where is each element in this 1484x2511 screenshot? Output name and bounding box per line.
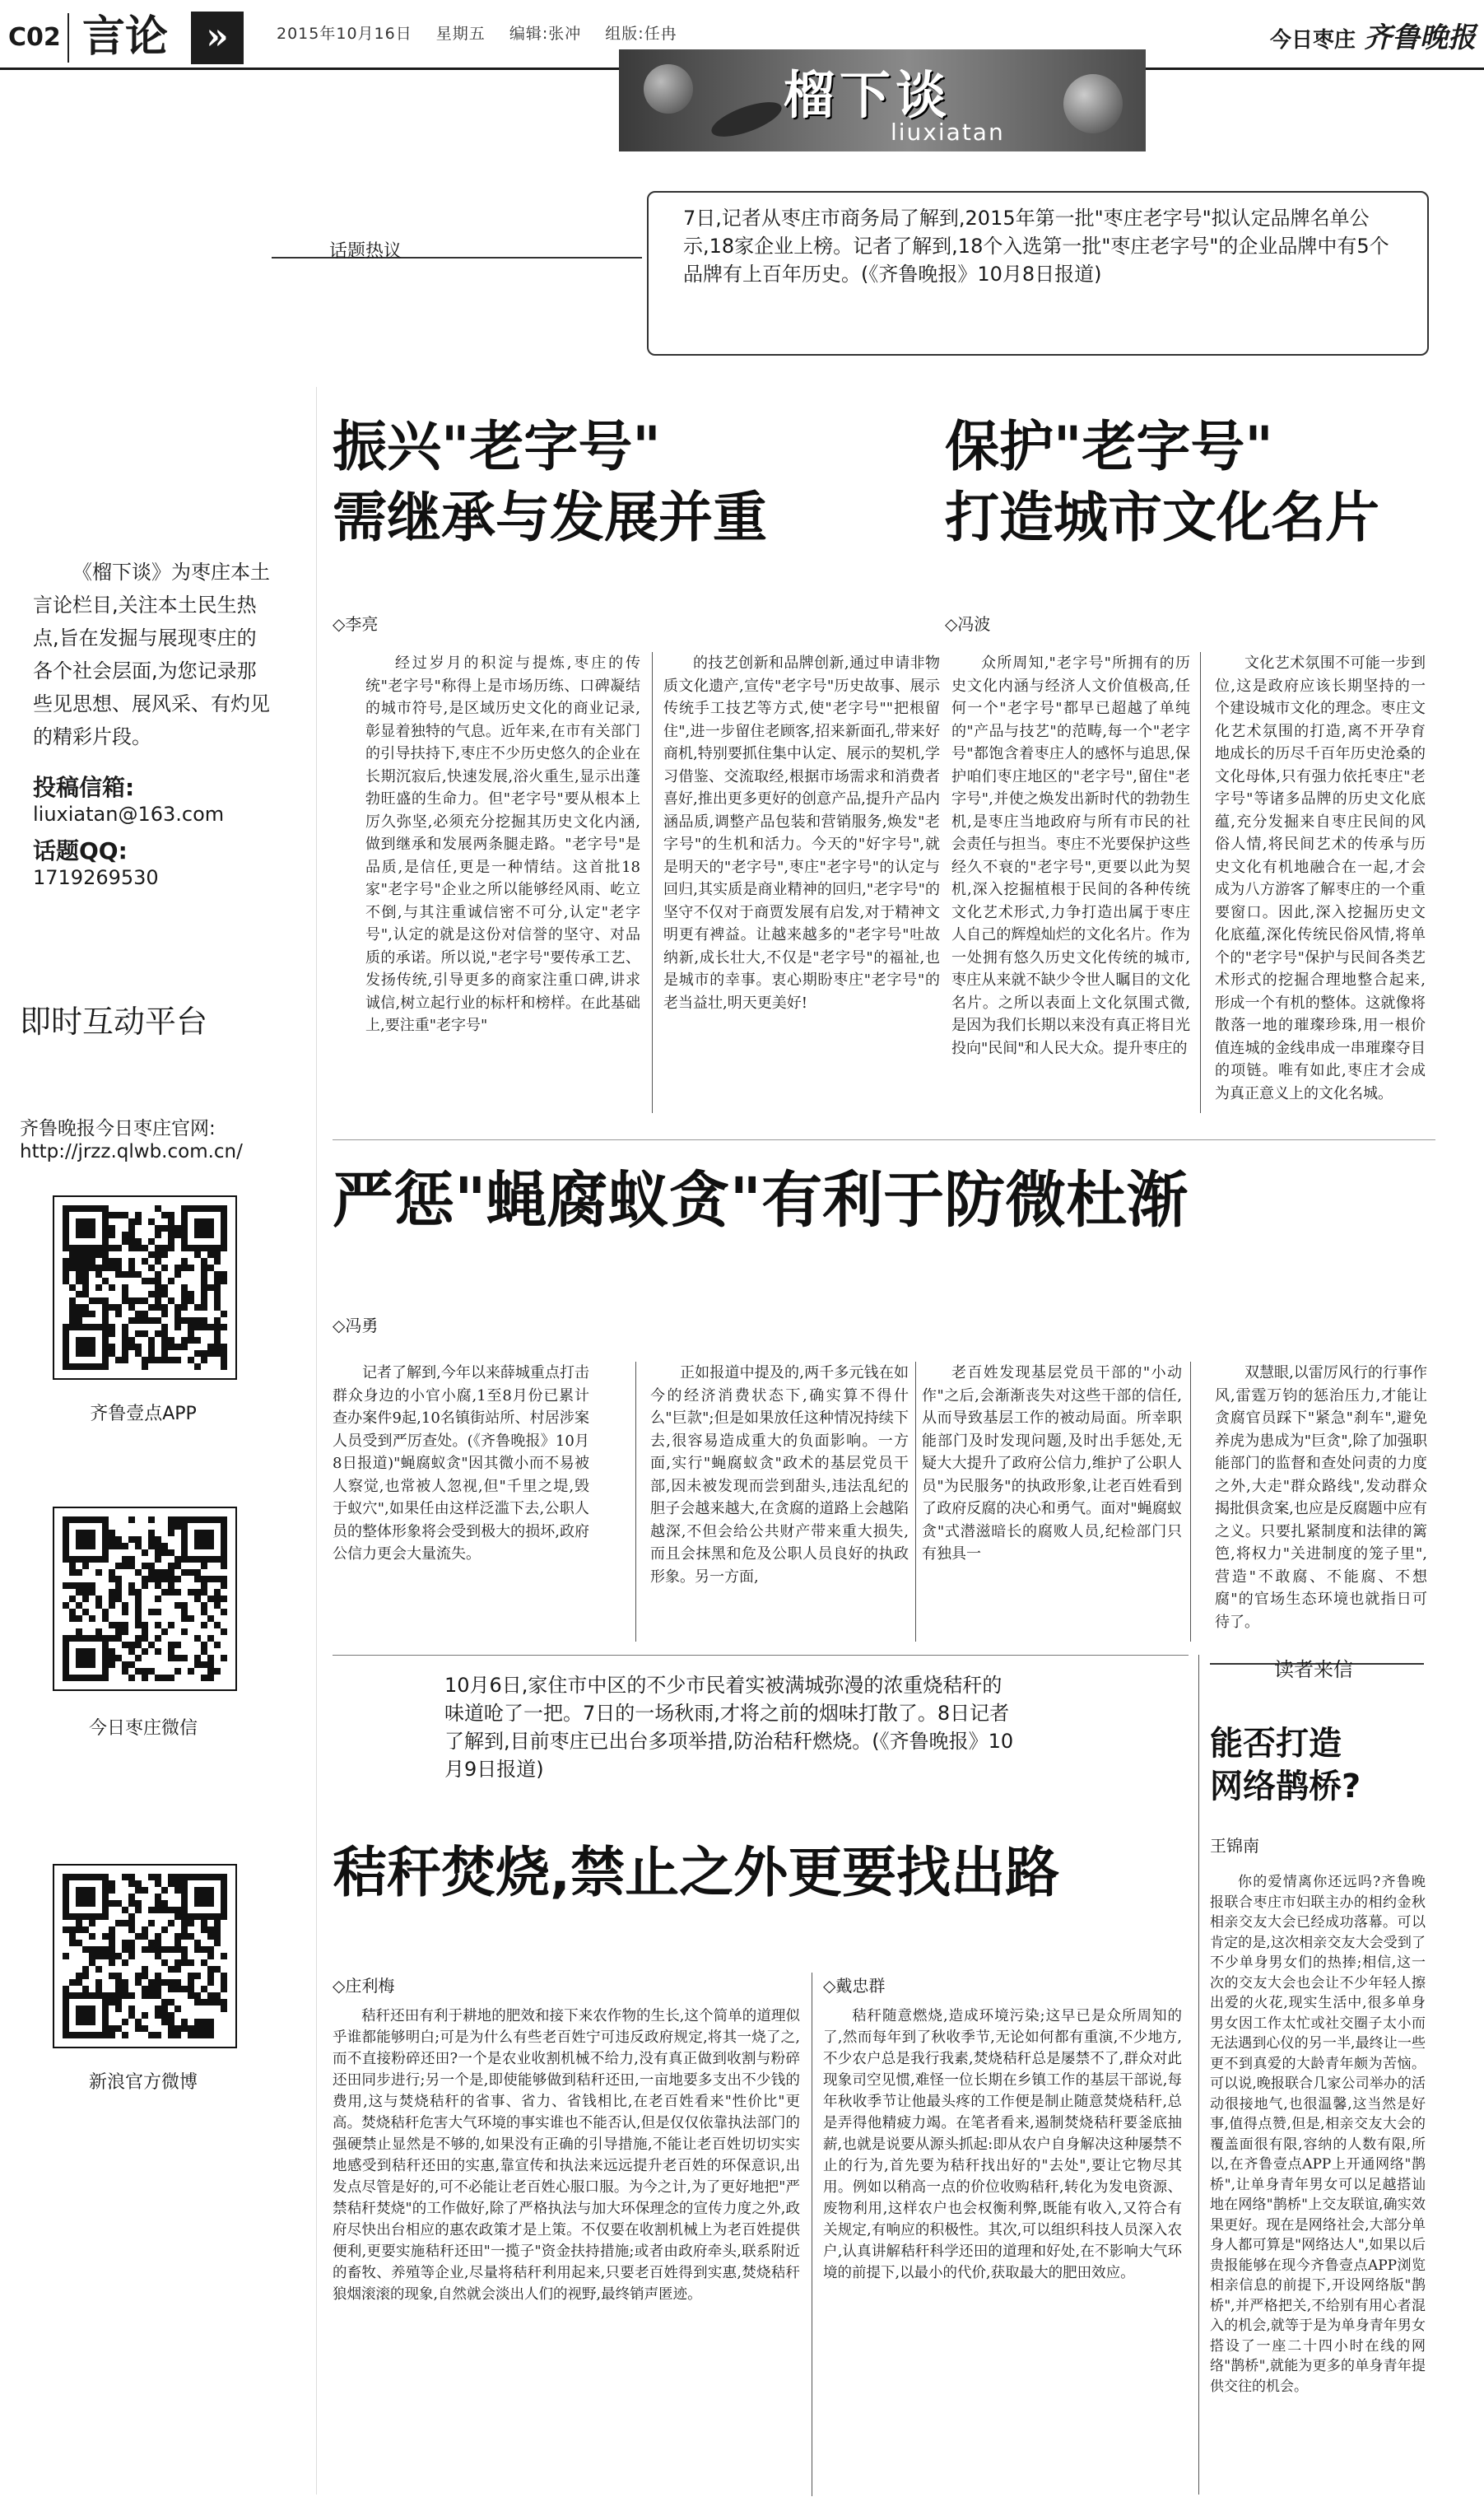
qr-code-wechat[interactable]	[53, 1507, 237, 1691]
column-rule	[635, 1362, 636, 1642]
topic-tag: 话题热议	[329, 241, 402, 262]
pomegranate-icon	[1063, 74, 1123, 133]
letter-divider	[1198, 1655, 1199, 2495]
article3-col2: 正如报道中提及的,两千多元钱在如今的经济消费状态下,确实算不得什么"巨款";但是如果放任这种情况持续下去,很容易造成重大的负面影响。一方面,实行"蝇腐蚁贪"政术的基层党员干部,因未被发现而尝到甜头,违法乱纪的胆子会越来越大,在贪腐的道路上会越陷越深,不但会给公共财产带来重大损失,而且会抹黑和危及公职人员良好的执政形象。另一方面,	[650, 1364, 909, 1586]
article4-headline: 秸秆焚烧,禁止之外更要找出路	[333, 1841, 1060, 1904]
issue-date: 2015年10月16日	[277, 25, 412, 43]
topic2-rule	[333, 1655, 1189, 1656]
article1-title-line2: 需继承与发展并重	[333, 486, 767, 549]
email-label: 投稿信箱:	[33, 774, 135, 801]
article2-title-line2: 打造城市文化名片	[945, 486, 1379, 549]
column-rule	[1200, 652, 1201, 1113]
banner-title: 榴下谈	[784, 65, 952, 125]
article2-title-line1: 保护"老字号"	[945, 415, 1273, 478]
qr-caption-weibo: 新浪官方微博	[88, 2072, 198, 2093]
letter-title-line1: 能否打造	[1210, 1725, 1342, 1763]
article2-col1: 众所周知,"老字号"所拥有的历史文化内涵与经济人文价值极高,任何一个"老字号"都早已超越了单纯的"产品与技艺"的范畴,每一个"老字号"都饱含着枣庄人的感怀与追思,保护咱们枣庄地区的"老字号",留住"老字号",并使之焕发出新时代的勃勃生机,是枣庄当地政府与所有市民的社会责任与担当。枣庄不光要保护这些经久不衰的"老字号",更要以此为契机,深入挖掘植根于民间的各种传统文化艺术形式,力争打造出属于枣庄人自己的辉煌灿烂的文化名片。作为一处拥有悠久历史文化传统的城市,枣庄从来就不缺少令世人瞩目的文化名片。之所以表面上文化氛围式微,是因为我们长期以来没有真正将目光投向"民间"和人民大众。提升枣庄的	[951, 655, 1190, 1057]
qr-code-icon	[54, 1508, 235, 1689]
chevron-right-icon: »	[191, 12, 244, 64]
article1-title-line1: 振兴"老字号"	[333, 415, 661, 478]
newspaper-brand: 齐鲁晚报	[1364, 21, 1476, 54]
site-url-link[interactable]: http://jrzz.qlwb.com.cn/	[20, 1141, 243, 1162]
article4-col2-byline: ◇戴忠群	[823, 1976, 886, 1996]
editor-credit: 编辑:张冲	[509, 25, 582, 43]
qr-code-icon	[54, 1197, 235, 1378]
letter-title-line2: 网络鹊桥?	[1210, 1768, 1361, 1805]
letter-tag: 读者来信	[1274, 1658, 1353, 1681]
edition-name: 今日枣庄	[1269, 28, 1356, 53]
article2-col2: 文化艺术氛围不可能一步到位,这是政府应该长期坚持的一个建设城市文化的理念。枣庄文化艺术氛围的打造,离不开孕育地成长的历尽千百年历史沧桑的文化母体,只有强力依托枣庄"老字号"等诸多品牌的历史文化底蕴,充分发掘来自枣庄民间的风俗人情,将民间艺术的传承与历史文化有机地融合在一起,才会成为八方游客了解枣庄的一个重要窗口。因此,深入挖掘历史文化底蕴,深化传统民俗风情,将单个的"老字号"保护与民间各类艺术形式的挖掘合理地整合起来,形成一个有机的整体。这就像将散落一地的璀璨珍珠,用一根价值连城的金线串成一串璀璨夺目的项链。唯有如此,枣庄才会成为真正意义上的文化名城。	[1215, 655, 1426, 1102]
column-banner	[619, 49, 1146, 151]
leaf-icon	[708, 96, 786, 144]
email-link[interactable]: liuxiatan@163.com	[33, 803, 225, 826]
article1-col1: 经过岁月的积淀与提炼,枣庄的传统"老字号"称得上是市场历练、口碑凝结的城市符号,是区域历史文化的商业记录,彰显着独特的气息。近年来,在市有关部门的引导扶持下,枣庄不少历史悠久的企业在长期沉寂后,快速发展,浴火重生,显示出蓬勃旺盛的生命力。但"老字号"要从根本上厉久弥坚,必须充分挖掘其历史文化内涵,做到继承和发展两条腿走路。"老字号"是品质,是信任,更是一种情结。这首批18家"老字号"企业之所以能够经风雨、屹立不倒,与其注重诚信密不可分,认定"老字号",认定的就是这份对信誉的坚守、对品质的承诺。所以说,"老字号"要传承工艺、发扬传统,引导更多的商家注重口碑,讲求诚信,树立起行业的标杆和榜样。在此基础上,要注重"老字号"	[365, 655, 640, 1034]
topic-connector	[272, 257, 642, 259]
column-rule	[915, 1362, 916, 1642]
qr-code-app[interactable]	[53, 1195, 237, 1380]
qr-code-weibo[interactable]	[53, 1864, 237, 2048]
article1-headline	[333, 412, 767, 553]
site-label: 齐鲁晚报今日枣庄官网:	[20, 1118, 216, 1139]
article3-byline: ◇冯勇	[333, 1316, 379, 1335]
pomegranate-icon	[644, 64, 693, 114]
letter-headline	[1210, 1722, 1361, 1808]
header-info	[277, 21, 695, 44]
article3-col1: 记者了解到,今年以来薛城重点打击群众身边的小官小腐,1至8月份已累计查办案件9起,10名镇街站所、村居涉案人员受到严厉查处。(《齐鲁晚报》10月8日报道)"蝇腐蚁贪"因其微小而不易被人察觉,也常被人忽视,但"千里之堤,毁于蚁穴",如果任由这样泛滥下去,公职人员的整体形象将会受到极大的损坏,政府公信力更会大量流失。	[333, 1364, 589, 1563]
qr-caption-app: 齐鲁壹点APP	[90, 1404, 197, 1424]
masthead	[1270, 15, 1476, 55]
layout-credit: 组版:任冉	[605, 25, 677, 43]
topic-text: 7日,记者从枣庄市商务局了解到,2015年第一批"枣庄老字号"拟认定品牌名单公示,18家企业上榜。记者了解到,18个入选第一批"枣庄老字号"的企业品牌中有5个品牌有上百年历史。(《齐鲁晚报》10月8日报道)	[683, 207, 1389, 286]
qq-label: 话题QQ:	[33, 837, 128, 864]
article4-col1: 秸秆还田有利于耕地的肥效和接下来农作物的生长,这个简单的道理似乎谁都能够明白;可是为什么有些老百姓宁可违反政府规定,将其一烧了之,而不直接粉碎还田?一个是农业收割机械不给力,没有真正做到收割与粉碎还田同步进行;另一个是,即使能够做到秸秆还田,一亩地要多支出不少钱的费用,这与焚烧秸秆的省事、省力、省钱相比,在老百姓看来"性价比"更高。焚烧秸秆危害大气环境的事实谁也不能否认,但是仅仅依靠执法部门的强硬禁止显然是不够的,如果没有正确的引导措施,不能让老百姓切切实实地感受到秸秆还田的实惠,靠宣传和执法来远远提升老百姓的环保意识,出发点尽管是好的,可不必能让老百姓心服口服。为今之计,为了更好地把"严禁秸秆焚烧"的工作做好,除了严格执法与加大环保理念的宣传力度之外,政府尽快出台相应的惠农政策才是上策。不仅要在收割机械上为老百姓提供便利,更要实施秸秆还田"一揽子"资金扶持措施;或者由政府牵头,联系附近的畜牧、养殖等企业,尽量将秸秆利用起来,只要老百姓得到实惠,焚烧秸秆狼烟滚滚的现象,自然就会淡出人们的视野,最终销声匿迹。	[333, 2008, 800, 2303]
article2-byline: ◇冯波	[945, 614, 991, 634]
section-divider	[333, 1139, 1435, 1140]
letter-body: 你的爱情离你还远吗?齐鲁晚报联合枣庄市妇联主办的相约金秋相亲交友大会已经成功落幕。可以肯定的是,这次相亲交友大会受到了不少单身男女们的热捧;相信,这一次的交友大会也会让不少年轻人擦出爱的火花,现实生活中,很多单身男女因工作太忙或社交圈子太小而无法遇到心仪的另一半,最终让一些更不到真爱的大龄青年颇为苦恼。可以说,晚报联合几家公司举办的活动很接地气,也很温馨,这当然是好事,值得点赞,但是,相亲交友大会的覆盖面很有限,容纳的人数有限,所以,在齐鲁壹点APP上开通网络"鹊桥",让单身青年男女可以足越搭讪地在网络"鹊桥"上交友联谊,确实效果更好。现在是网络社会,大部分单身人都可算是"网络达人",如果以后贵报能够在现今齐鲁壹点APP浏览相亲信息的前提下,开设网络版"鹊桥",并严格把关,不给别有用心者混入的机会,就等于是为单身青年男女搭设了一座二十四小时在线的网络"鹊桥",就能为更多的单身青年提供交往的机会。	[1210, 1874, 1426, 2395]
column-intro: 《榴下谈》为枣庄本土言论栏目,关注本土民生热点,旨在发掘与展现枣庄的各个社会层面,为您记录那些见思想、展风采、有灼见的精彩片段。	[33, 561, 270, 748]
qr-code-icon	[54, 1866, 235, 2047]
article2-headline	[945, 412, 1379, 553]
article1-byline: ◇李亮	[333, 614, 379, 634]
article3-headline: 严惩"蝇腐蚁贪"有利于防微杜渐	[333, 1165, 1189, 1236]
column-rule	[1190, 1362, 1191, 1642]
platform-title: 即时互动平台	[20, 1004, 208, 1040]
article4-byline: ◇庄利梅	[333, 1976, 395, 1996]
page-number: C02	[8, 23, 61, 52]
section-title: 言论	[82, 12, 169, 62]
article3-col4: 双慧眼,以雷厉风行的行事作风,雷霆万钧的惩治压力,才能让贪腐官员踩下"紧急"刹车",避免养虎为患成为"巨贪",除了加强职能部门的监督和查处问责的力度之外,大走"群众路线",发动群众揭批俱贪案,也应是反腐题中应有之义。只要扎紧制度和法律的篱笆,将权力"关进制度的笼子里",营造"不敢腐、不能腐、不想腐"的官场生态环境也就指日可待了。	[1215, 1364, 1427, 1631]
header-divider	[67, 13, 69, 63]
article1-col2: 的技艺创新和品牌创新,通过申请非物质文化遗产,宣传"老字号"历史故事、展示传统手工技艺等方式,使"老字号""把根留住",进一步留住老顾客,招来新面孔,带来好商机,特别要抓住集中认定、展示的契机,学习借鉴、交流取经,根据市场需求和消费者喜好,推出更多更好的创意产品,提升产品内涵品质,调整产品包装和营销服务,焕发"老字号"的生机和活力。今天的"好字号",就是明天的"老字号",枣庄"老字号"的认定与回归,其实质是商业精神的回归,"老字号"的坚守不仅对于商贾发展有启发,对于精神文明更有裨益。让越来越多的"老字号"吐故纳新,成长壮大,不仅是"老字号"的福祉,也是城市的幸事。衷心期盼枣庄"老字号"的老当益壮,明天更美好!	[663, 655, 940, 1012]
article3-col3: 老百姓发现基层党员干部的"小动作"之后,会渐渐丧失对这些干部的信任,从而导致基层工作的被动局面。所幸职能部门及时发现问题,及时出手惩处,无疑大大提升了政府公信力,维护了公职人员"为民服务"的执政形象,让老百姓看到了政府反腐的决心和勇气。面对"蝇腐蚁贪"式潜滋暗长的腐败人员,纪检部门只有独具一	[922, 1364, 1182, 1563]
issue-weekday: 星期五	[435, 25, 486, 43]
qq-number: 1719269530	[33, 866, 159, 889]
article4-col2: 秸秆随意燃烧,造成环境污染;这早已是众所周知的了,然而每年到了秋收季节,无论如何都有重演,不少地方,不少农户总是我行我素,焚烧秸秆总是屡禁不了,群众对此现象司空见惯,难怪一位长期在乡镇工作的基层干部说,每年秋收季节让他最头疼的工作便是制止随意焚烧秸秆,总是弄得他精疲力竭。在笔者看来,遏制焚烧秸秆要釜底抽薪,也就是说要从源头抓起:即从农户自身解决这种屡禁不止的行为,首先要为秸秆找出好的"去处",要让它物尽其用。例如以稍高一点的价位收购秸秆,转化为发电资源、废物利用,这样农户也会权衡利弊,既能有收入,又符合有关规定,有响应的积极性。其次,可以组织科技人员深入农户,认真讲解秸秆科学还田的道理和好处,在不影响大气环境的前提下,以最小的代价,获取最大的肥田效应。	[823, 2008, 1182, 2281]
topic2-text: 10月6日,家住市中区的不少市民着实被满城弥漫的浓重烧秸秆的味道呛了一把。7日的一场秋雨,才将之前的烟味打散了。8日记者了解到,目前枣庄已出台多项举措,防治秸秆燃烧。(《齐鲁晚报》10月9日报道)	[444, 1674, 1014, 1781]
sidebar-divider	[316, 387, 317, 2495]
banner-pinyin: liuxiatan	[891, 119, 1005, 146]
letter-author: 王锦南	[1210, 1836, 1259, 1856]
qr-caption-wechat: 今日枣庄微信	[88, 1718, 198, 1739]
column-rule	[652, 652, 653, 1113]
